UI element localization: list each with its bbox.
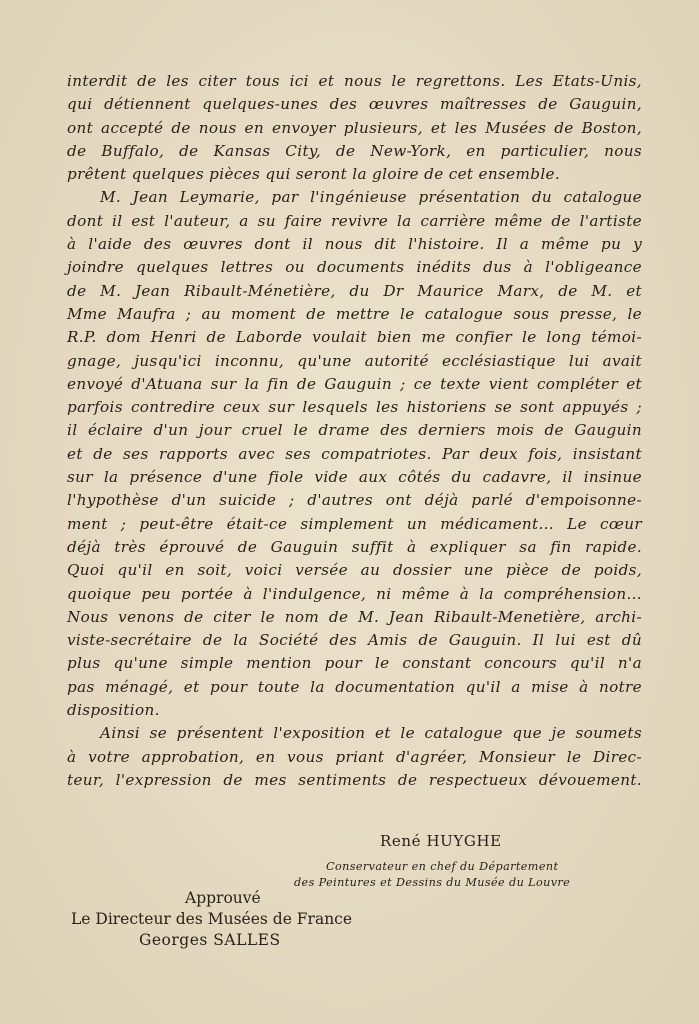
- text-line: prêtent quelques pièces qui seront la gloire de cet ensemble.: [67, 165, 561, 184]
- text-line: interdit de les citer tous ici et nous le regrettons. Les Etats-Unis,: [67, 72, 642, 90]
- text-line: sur la présence d'une fiole vide aux côtés du cadavre, il insinue: [67, 468, 642, 487]
- text-line: Quoi qu'il en soit, voici versée au dossier une pièce de poids,: [67, 561, 642, 580]
- signature-title-line1: Conservateur en chef du Département: [326, 860, 559, 873]
- text-line: disposition.: [67, 701, 160, 720]
- text-line: à votre approbation, en vous priant d'agréer, Monsieur le Direc-: [67, 747, 642, 766]
- text-line: dont il est l'auteur, a su faire revivre la carrière même de l'artiste: [67, 211, 642, 230]
- text-line: Mme Maufra ; au moment de mettre le catalogue sous presse, le: [67, 304, 642, 323]
- text-line: et de ses rapports avec ses compatriotes. Par deux fois, insistant: [67, 444, 642, 463]
- approval-role: Le Directeur des Musées de France: [71, 910, 353, 928]
- text-line: quoique peu portée à l'indulgence, ni même à la compréhension...: [67, 584, 642, 603]
- text-line: M. Jean Leymarie, par l'ingénieuse présentation du catalogue: [100, 188, 642, 207]
- text-line: Nous venons de citer le nom de M. Jean Ribault-Menetière, archi-: [67, 607, 642, 626]
- approval-name: Georges SALLES: [139, 931, 281, 949]
- text-line: envoyé d'Atuana sur la fin de Gauguin ; ce texte vient compléter et: [67, 374, 642, 393]
- text-line: ment ; peut-être était-ce simplement un médicament... Le cœur: [67, 514, 642, 533]
- text-line: teur, l'expression de mes sentiments de respectueux dévouement.: [67, 770, 642, 789]
- signature-name: René HUYGHE: [380, 832, 502, 850]
- text-line: Ainsi se présentent l'exposition et le catalogue que je soumets: [100, 724, 642, 743]
- text-line: il éclaire d'un jour cruel le drame des derniers mois de Gauguin: [67, 421, 642, 440]
- text-line: qui détiennent quelques-unes des œuvres maîtresses de Gauguin,: [67, 95, 642, 114]
- letter-body: [67, 70, 642, 792]
- text-line: ont accepté de nous en envoyer plusieurs, et les Musées de Boston,: [67, 118, 642, 137]
- text-line: l'hypothèse d'un suicide ; d'autres ont déjà parlé d'empoisonne-: [67, 491, 642, 510]
- text-line: de M. Jean Ribault-Ménetière, du Dr Maurice Marx, de M. et: [67, 281, 642, 300]
- signature-title-line2: des Peintures et Dessins du Musée du Louvre: [294, 876, 571, 889]
- text-line: pas ménagé, et pour toute la documentation qu'il a mise à notre: [67, 677, 642, 696]
- text-line: à l'aide des œuvres dont il nous dit l'histoire. Il a même pu y: [67, 235, 642, 254]
- text-line: parfois contredire ceux sur lesquels les historiens se sont appuyés ;: [67, 398, 642, 417]
- text-line: gnage, jusqu'ici inconnu, qu'une autorité ecclésiastique lui avait: [67, 351, 642, 370]
- text-line: R.P. dom Henri de Laborde voulait bien me confier le long témoi-: [67, 328, 642, 347]
- text-line: plus qu'une simple mention pour le constant concours qu'il n'a: [67, 654, 642, 673]
- text-line: déjà très éprouvé de Gauguin suffit à expliquer sa fin rapide.: [67, 537, 642, 556]
- text-line: viste-secrétaire de la Société des Amis de Gauguin. Il lui est dû: [67, 631, 642, 650]
- approval-word: Approuvé: [185, 889, 261, 907]
- text-line: joindre quelques lettres ou documents inédits dus à l'obligeance: [67, 258, 642, 277]
- text-line: de Buffalo, de Kansas City, de New-York, en particulier, nous: [67, 141, 642, 160]
